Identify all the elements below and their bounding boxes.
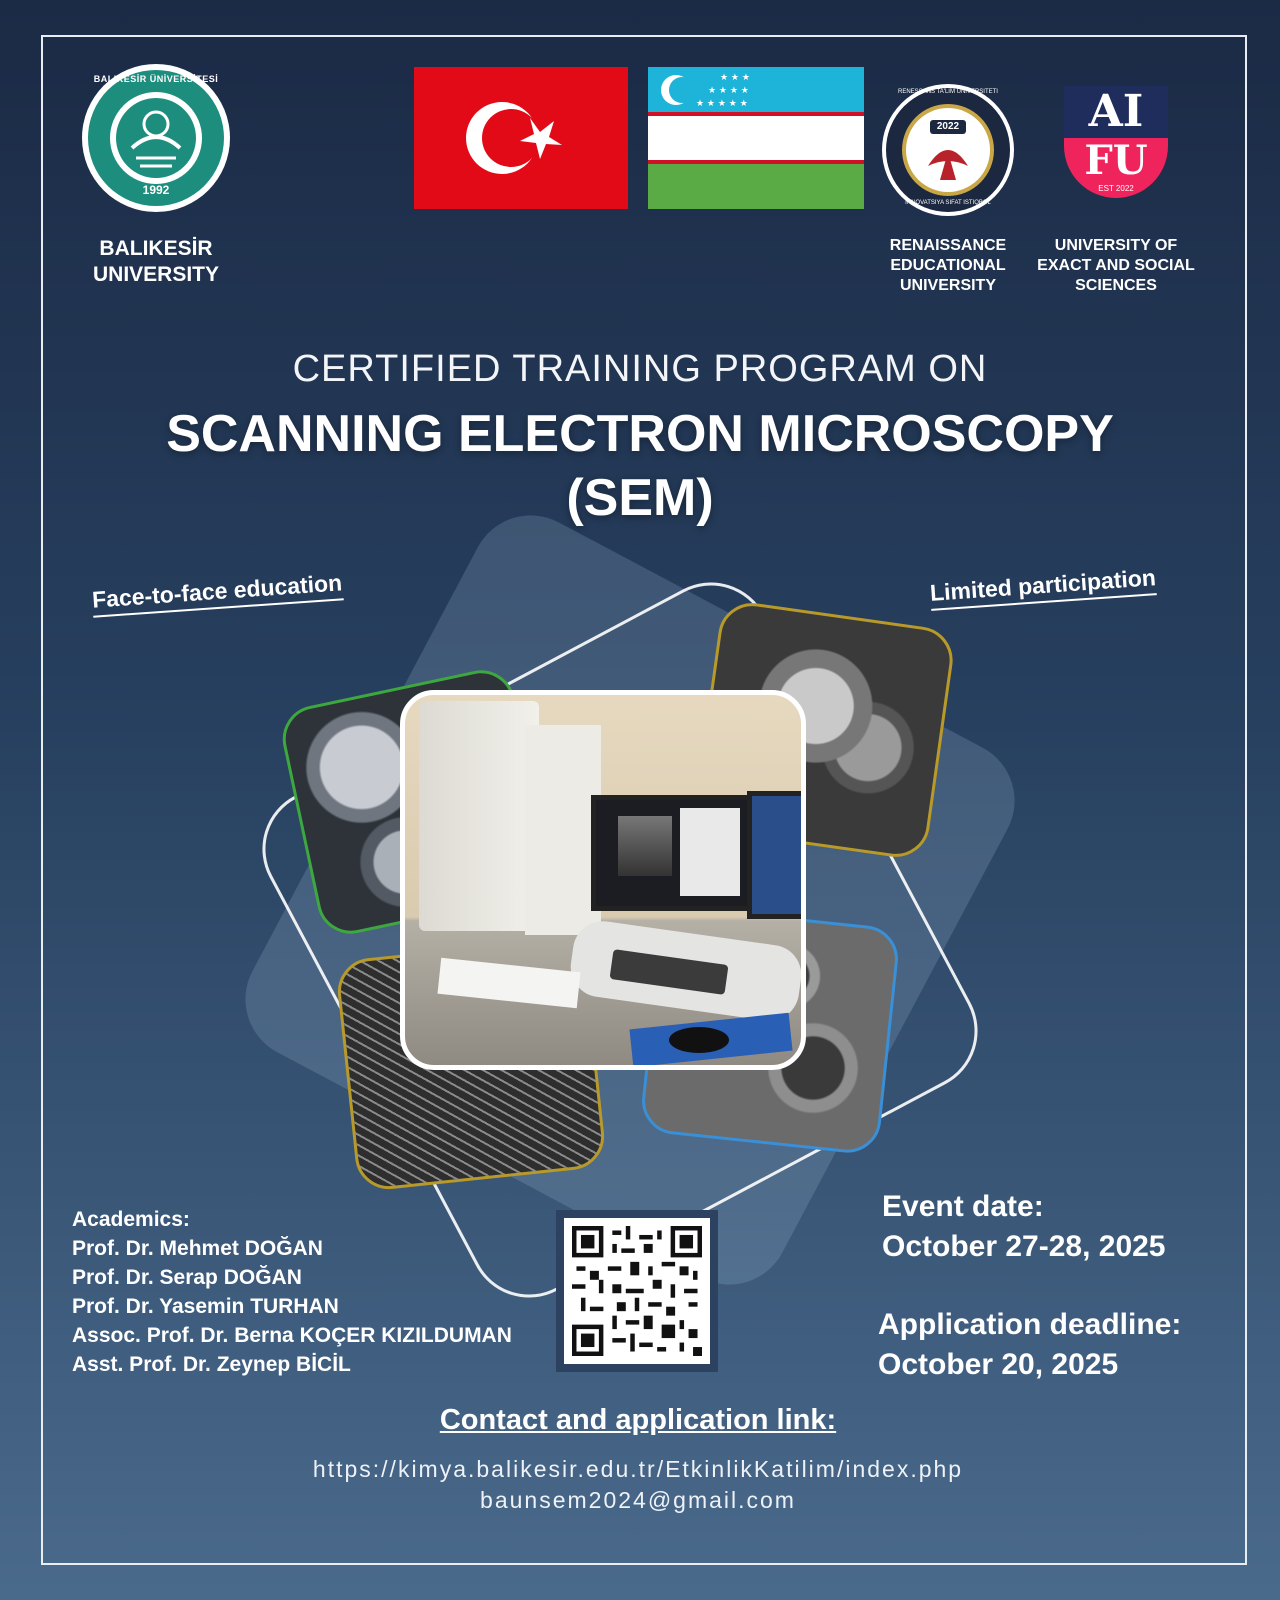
title-line1: CERTIFIED TRAINING PROGRAM ON xyxy=(292,348,988,390)
renaissance-name xyxy=(870,236,1026,296)
academic-member: Prof. Dr. Serap DOĞAN xyxy=(72,1266,302,1289)
sem-cabinet xyxy=(525,725,601,935)
svg-text:★ ★ ★: ★ ★ ★ xyxy=(720,73,750,83)
renaissance-name-line3: UNIVERSITY xyxy=(899,277,996,294)
tag-face-to-face: Face-to-face education xyxy=(91,569,343,617)
academic-member: Prof. Dr. Mehmet DOĞAN xyxy=(72,1237,323,1260)
aifu-bottom-text: FU xyxy=(1084,137,1148,184)
renaissance-seal-year: 2022 xyxy=(936,121,960,132)
renaissance-name-line2: EDUCATIONAL xyxy=(890,257,1006,274)
sem-column xyxy=(419,701,539,931)
event-date-label: Event date: xyxy=(882,1190,1044,1223)
title-line2: SCANNING ELECTRON MICROSCOPY xyxy=(166,405,1114,463)
renaissance-logo xyxy=(880,82,1016,218)
tag-limited-participation: Limited participation xyxy=(929,564,1157,611)
notebook xyxy=(438,958,581,1008)
monitor-left xyxy=(591,795,753,911)
balikesir-seal-text: BALIKESİR ÜNİVERSİTESİ xyxy=(93,74,219,84)
qr-code[interactable] xyxy=(556,1210,718,1372)
contact-heading: Contact and application link: xyxy=(439,1404,837,1436)
balikesir-name-line2: UNIVERSITY xyxy=(92,263,220,287)
renaissance-seal-text: RENESSANS TA'LIM UNIVERSITETI xyxy=(898,89,998,95)
svg-text:★ ★ ★ ★ ★: ★ ★ ★ ★ ★ xyxy=(696,99,748,109)
mouse xyxy=(669,1027,729,1053)
academics-heading: Academics: xyxy=(72,1208,190,1231)
monitor-right xyxy=(747,791,806,919)
renaissance-seal-text-bottom: INNOVATSIYA SIFAT ISTIQBOL xyxy=(905,200,991,206)
deadline-value: October 20, 2025 xyxy=(878,1348,1119,1381)
balikesir-seal-year: 1992 xyxy=(142,183,170,197)
academic-member: Assoc. Prof. Dr. Berna KOÇER KIZILDUMAN xyxy=(72,1324,512,1347)
aifu-name-line3: SCIENCES xyxy=(1075,277,1157,294)
renaissance-name-line1: RENAISSANCE xyxy=(889,237,1007,254)
aifu-name-line1: UNIVERSITY OF xyxy=(1054,237,1178,254)
balikesir-name-line1: BALIKESİR xyxy=(99,237,213,260)
turkey-flag xyxy=(414,67,628,209)
sem-lab-photo xyxy=(400,690,806,1070)
aifu-name xyxy=(1030,236,1202,296)
title-line3: (SEM) xyxy=(566,469,714,527)
aifu-name-line2: EXACT AND SOCIAL xyxy=(1037,257,1195,274)
aifu-logo xyxy=(1064,86,1168,210)
aifu-est-text: EST 2022 xyxy=(1098,184,1134,193)
academic-member: Asst. Prof. Dr. Zeynep BİCİL xyxy=(72,1353,351,1376)
application-link[interactable]: https://kimya.balikesir.edu.tr/EtkinlikKatilim/index.php xyxy=(312,1456,964,1482)
svg-text:★ ★ ★ ★: ★ ★ ★ ★ xyxy=(708,86,749,96)
deadline-label: Application deadline: xyxy=(878,1308,1182,1341)
balikesir-name xyxy=(60,236,252,289)
aifu-top-text: AI xyxy=(1088,86,1144,137)
contact-email[interactable]: baunsem2024@gmail.com xyxy=(480,1487,796,1513)
academic-member: Prof. Dr. Yasemin TURHAN xyxy=(72,1295,339,1318)
uzbekistan-flag xyxy=(648,67,864,209)
academics-block xyxy=(72,1205,512,1379)
event-date-value: October 27-28, 2025 xyxy=(882,1230,1166,1263)
